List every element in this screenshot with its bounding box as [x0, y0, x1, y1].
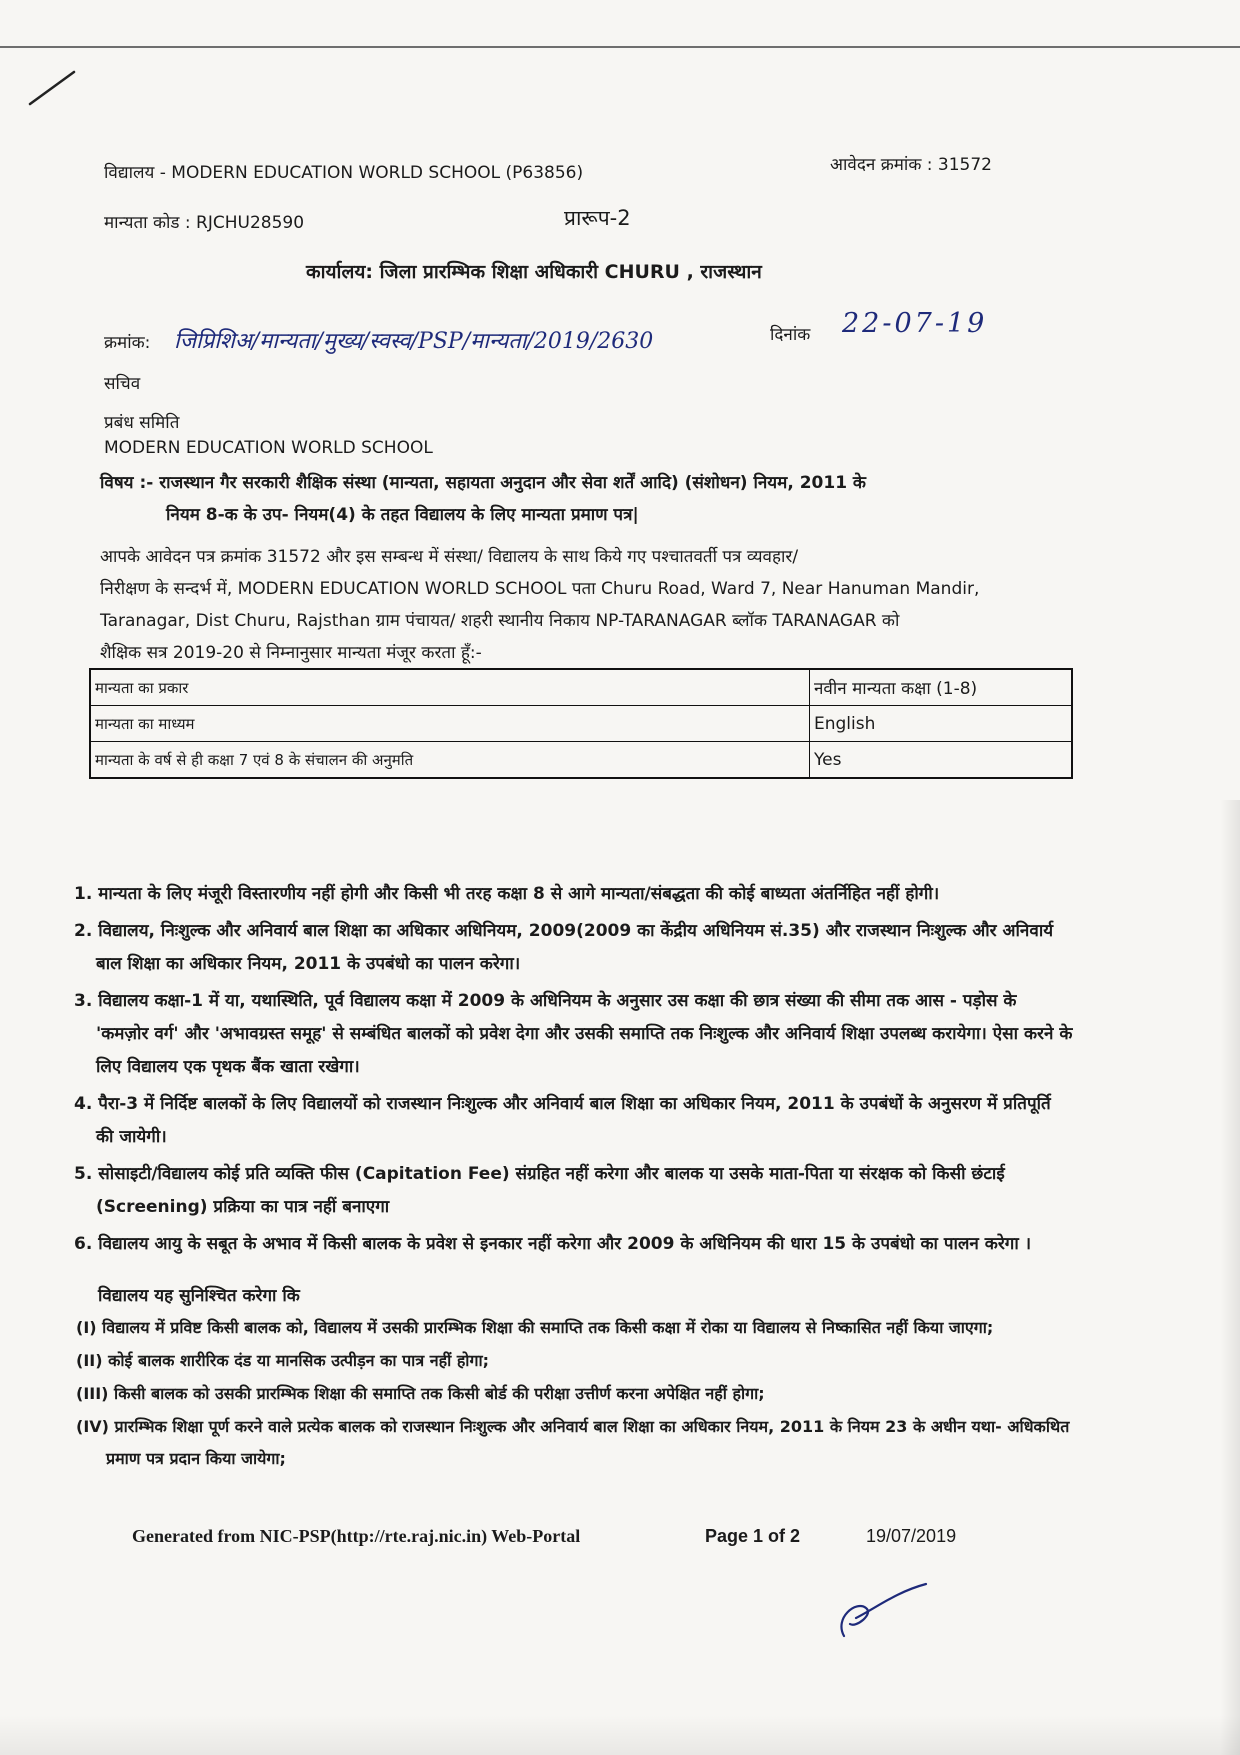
- pen-stroke-mark: [28, 62, 78, 112]
- list-item: 6. विद्यालय आयु के सबूत के अभाव में किसी बालक के प्रवेश से इनकार नहीं करेगा और 2009 के अधिनियम की धारा 15 के उपबंधो का पालन करेगा ।: [74, 1234, 1032, 1254]
- list-item: 1. मान्यता के लिए मंजूरी विस्तारणीय नहीं होगी और किसी भी तरह कक्षा 8 से आगे मान्यता/संबद्धता की कोई बाध्यता अंतर्निहित नहीं होगी।: [74, 884, 940, 904]
- list-item: 4. पैरा-3 में निर्दिष्ट बालकों के लिए विद्यालयों को राजस्थान निःशुल्क और अनिवार्य बाल शिक्षा का अधिकार नियम, 2011 के उपबंधों के अनुसरण में प्रतिपूर्ति की जायेगी।: [74, 1094, 1051, 1147]
- reference-number-handwritten: जिप्रिशिअ/मान्यता/मुख्य/स्वस्व/PSP/मान्यता/2019/2630: [174, 329, 654, 354]
- footer-date: 19/07/2019: [866, 1526, 957, 1546]
- date-label: दिनांक: [770, 325, 811, 345]
- office-heading: कार्यालय: जिला प्रारम्भिक शिक्षा अधिकारी CHURU , राजस्थान: [306, 261, 762, 283]
- body-line-2: निरीक्षण के सन्दर्भ में, MODERN EDUCATION WORLD SCHOOL पता Churu Road, Ward 7, Near Hanuman Mandir,: [100, 579, 980, 599]
- table-cell-label: मान्यता के वर्ष से ही कक्षा 7 एवं 8 के संचालन की अनुमति: [90, 742, 810, 779]
- table-row: [90, 742, 1072, 779]
- table-row: [90, 669, 1072, 706]
- list-item: 5. सोसाइटी/विद्यालय कोई प्रति व्यक्ति फीस (Capitation Fee) संग्रहित नहीं करेगा और बालक या उसके माता-पिता या संरक्षक को किसी छंटाई (Screening) प्रक्रिया का पात्र नहीं बनाएगा: [74, 1164, 1005, 1217]
- subject-line-2: नियम 8-क के उप- नियम(4) के तहत विद्यालय के लिए मान्यता प्रमाण पत्र|: [166, 505, 639, 525]
- list-item: (I) विद्यालय में प्रविष्ट किसी बालक को, विद्यालय में उसकी प्रारम्भिक शिक्षा की समाप्ति तक किसी कक्षा में रोका या विद्यालय से निष्कासित नहीं किया जाएगा;: [76, 1318, 994, 1337]
- table-cell-label: मान्यता का माध्यम: [90, 706, 810, 742]
- school-name-line: विद्यालय - MODERN EDUCATION WORLD SCHOOL (P63856): [104, 163, 584, 183]
- table-cell-value: नवीन मान्यता कक्षा (1-8): [810, 669, 1073, 706]
- sub-conditions-list: [76, 1312, 1076, 1476]
- ensure-intro: विद्यालय यह सुनिश्चित करेगा कि: [98, 1286, 300, 1306]
- list-item: 3. विद्यालय कक्षा-1 में या, यथास्थिति, पूर्व विद्यालय कक्षा में 2009 के अधिनियम के अनुसार उस कक्षा की छात्र संख्या की सीमा तक आस - पड़ोस के 'कमज़ोर वर्ग' और 'अभावग्रस्त समूह' से सम्बंधित बालकों को प्रवेश देगा और उसकी समाप्ति तक निःशुल्क और अनिवार्य शिक्षा उपलब्ध करायेगा। ऐसा करने के लिए विद्यालय एक पृथक बैंक खाता रखेगा।: [74, 991, 1073, 1077]
- reference-label: क्रमांक:: [104, 333, 151, 353]
- list-item: (IV) प्रारम्भिक शिक्षा पूर्ण करने वाले प्रत्येक बालक को राजस्थान निःशुल्क और अनिवार्य बाल शिक्षा का अधिकार नियम, 2011 के नियम 23 के अधीन यथा- अधिकथित प्रमाण पत्र प्रदान किया जायेगा;: [76, 1417, 1070, 1468]
- subject-line-1: विषय :- राजस्थान गैर सरकारी शैक्षिक संस्था (मान्यता, सहायता अनुदान और सेवा शर्तें आदि) (संशोधन) नियम, 2011 के: [100, 473, 866, 493]
- footer-generated: Generated from NIC-PSP(http://rte.raj.nic.in) Web-Portal: [132, 1526, 581, 1546]
- recognition-code: मान्यता कोड : RJCHU28590: [104, 213, 305, 233]
- recognition-table: [89, 668, 1073, 779]
- table-cell-value: English: [810, 706, 1073, 742]
- table-cell-value: Yes: [810, 742, 1073, 779]
- signature-image: [826, 1578, 936, 1648]
- table-cell-label: मान्यता का प्रकार: [90, 669, 810, 706]
- application-number: आवेदन क्रमांक : 31572: [830, 155, 992, 175]
- addressee-line-3: MODERN EDUCATION WORLD SCHOOL: [104, 438, 433, 458]
- scan-bottom-shadow: [0, 1715, 1240, 1755]
- addressee-line-2: प्रबंध समिति: [104, 413, 180, 433]
- top-border-line: [0, 46, 1240, 48]
- list-item: (II) कोई बालक शारीरिक दंड या मानसिक उत्पीड़न का पात्र नहीं होगा;: [76, 1351, 490, 1370]
- addressee-line-1: सचिव: [104, 374, 141, 394]
- footer-page-number: Page 1 of 2: [705, 1526, 801, 1546]
- body-line-4: शैक्षिक सत्र 2019-20 से निम्नानुसार मान्यता मंजूर करता हूँ:-: [100, 643, 482, 663]
- conditions-list: [74, 878, 1074, 1265]
- list-item: 2. विद्यालय, निःशुल्क और अनिवार्य बाल शिक्षा का अधिकार अधिनियम, 2009(2009 का केंद्रीय अधिनियम सं.35) और राजस्थान निःशुल्क और अनिवार्य बाल शिक्षा का अधिकार नियम, 2011 के उपबंधो का पालन करेगा।: [74, 921, 1054, 974]
- body-line-3: Taranagar, Dist Churu, Rajsthan ग्राम पंचायत/ शहरी स्थानीय निकाय NP-TARANAGAR ब्लॉक TARANAGAR को: [100, 611, 900, 631]
- table-row: [90, 706, 1072, 742]
- scan-edge-shadow: [1220, 800, 1240, 1755]
- list-item: (III) किसी बालक को उसकी प्रारम्भिक शिक्षा की समाप्ति तक किसी बोर्ड की परीक्षा उत्तीर्ण करना अपेक्षित नहीं होगा;: [76, 1384, 765, 1403]
- date-handwritten: 22-07-19: [842, 308, 988, 339]
- body-line-1: आपके आवेदन पत्र क्रमांक 31572 और इस सम्बन्ध में संस्था/ विद्यालय के साथ किये गए पश्चातवर्ती पत्र व्यवहार/: [100, 547, 799, 567]
- form-title: प्रारूप-2: [564, 206, 631, 230]
